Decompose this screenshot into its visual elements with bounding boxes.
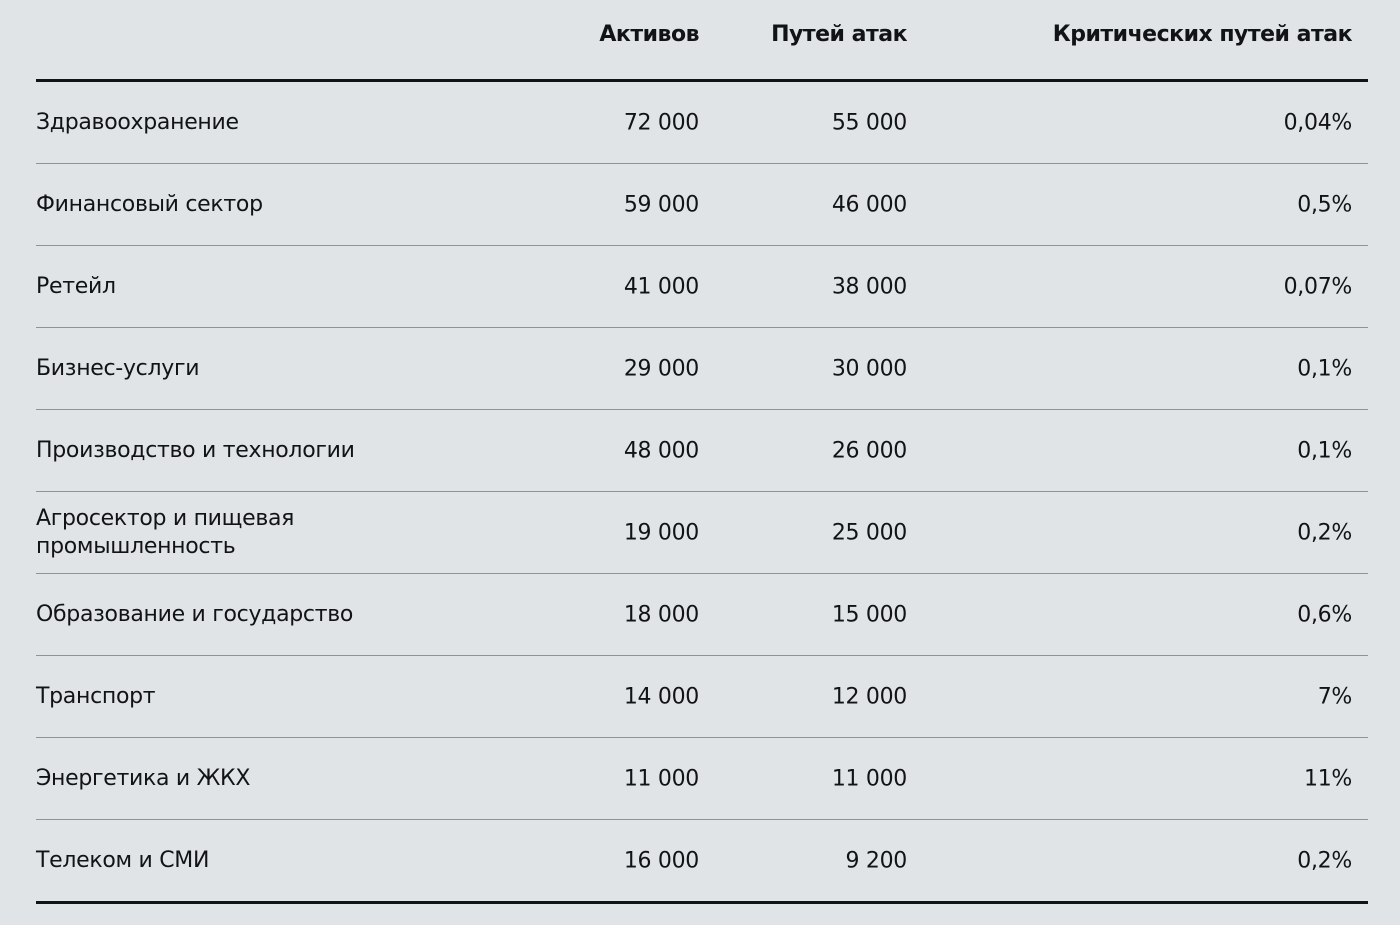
attack-paths-value: 26 000: [831, 438, 907, 463]
attack-paths-value: 11 000: [831, 766, 907, 791]
assets-value: 18 000: [623, 602, 699, 627]
sector-name: Ретейл: [36, 273, 116, 299]
sector-name: Агросектор и пищевая промышленность: [36, 505, 295, 559]
table-body: [36, 82, 1368, 901]
critical-paths-value: 0,6%: [1297, 602, 1352, 627]
critical-paths-value: 0,1%: [1297, 356, 1352, 381]
assets-value: 41 000: [623, 274, 699, 299]
critical-paths-value: 0,1%: [1297, 438, 1352, 463]
attack-paths-value: 15 000: [831, 602, 907, 627]
critical-paths-value: 0,5%: [1297, 192, 1352, 217]
table-row: [36, 738, 1368, 820]
sector-name: Бизнес-услуги: [36, 355, 200, 381]
critical-paths-value: 0,04%: [1283, 110, 1352, 135]
sector-name: Транспорт: [36, 683, 156, 709]
critical-paths-value: 11%: [1304, 766, 1352, 791]
table-row: [36, 820, 1368, 901]
attack-paths-value: 30 000: [831, 356, 907, 381]
table-row: [36, 164, 1368, 246]
attack-paths-value: 38 000: [831, 274, 907, 299]
table-row: [36, 574, 1368, 656]
sector-name: Образование и государство: [36, 601, 354, 627]
attack-paths-value: 55 000: [831, 110, 907, 135]
sector-name: Здравоохранение: [36, 109, 239, 135]
attack-paths-value: 25 000: [831, 520, 907, 545]
sector-stats-table: [36, 0, 1368, 904]
table-row: [36, 492, 1368, 574]
critical-paths-value: 7%: [1317, 684, 1352, 709]
assets-value: 72 000: [623, 110, 699, 135]
critical-paths-value: 0,2%: [1297, 848, 1352, 873]
assets-value: 11 000: [623, 766, 699, 791]
table-row: [36, 246, 1368, 328]
critical-paths-value: 0,2%: [1297, 520, 1352, 545]
attack-paths-value: 12 000: [831, 684, 907, 709]
table-row: [36, 656, 1368, 738]
header-assets: Активов: [599, 22, 699, 47]
assets-value: 59 000: [623, 192, 699, 217]
sector-name: Производство и технологии: [36, 437, 355, 463]
header-critical-paths: Критических путей атак: [1052, 22, 1352, 47]
assets-value: 16 000: [623, 848, 699, 873]
attack-paths-value: 9 200: [845, 848, 907, 873]
assets-value: 48 000: [623, 438, 699, 463]
assets-value: 29 000: [623, 356, 699, 381]
attack-paths-value: 46 000: [831, 192, 907, 217]
sector-name: Финансовый сектор: [36, 191, 263, 217]
assets-value: 19 000: [623, 520, 699, 545]
table-bottom-divider: [36, 901, 1368, 904]
table-header: [36, 0, 1368, 80]
sector-name: Телеком и СМИ: [36, 847, 210, 873]
header-attack-paths: Путей атак: [771, 22, 907, 47]
assets-value: 14 000: [623, 684, 699, 709]
critical-paths-value: 0,07%: [1283, 274, 1352, 299]
table-row: [36, 410, 1368, 492]
sector-name: Энергетика и ЖКХ: [36, 765, 251, 791]
table-row: [36, 82, 1368, 164]
table-row: [36, 328, 1368, 410]
